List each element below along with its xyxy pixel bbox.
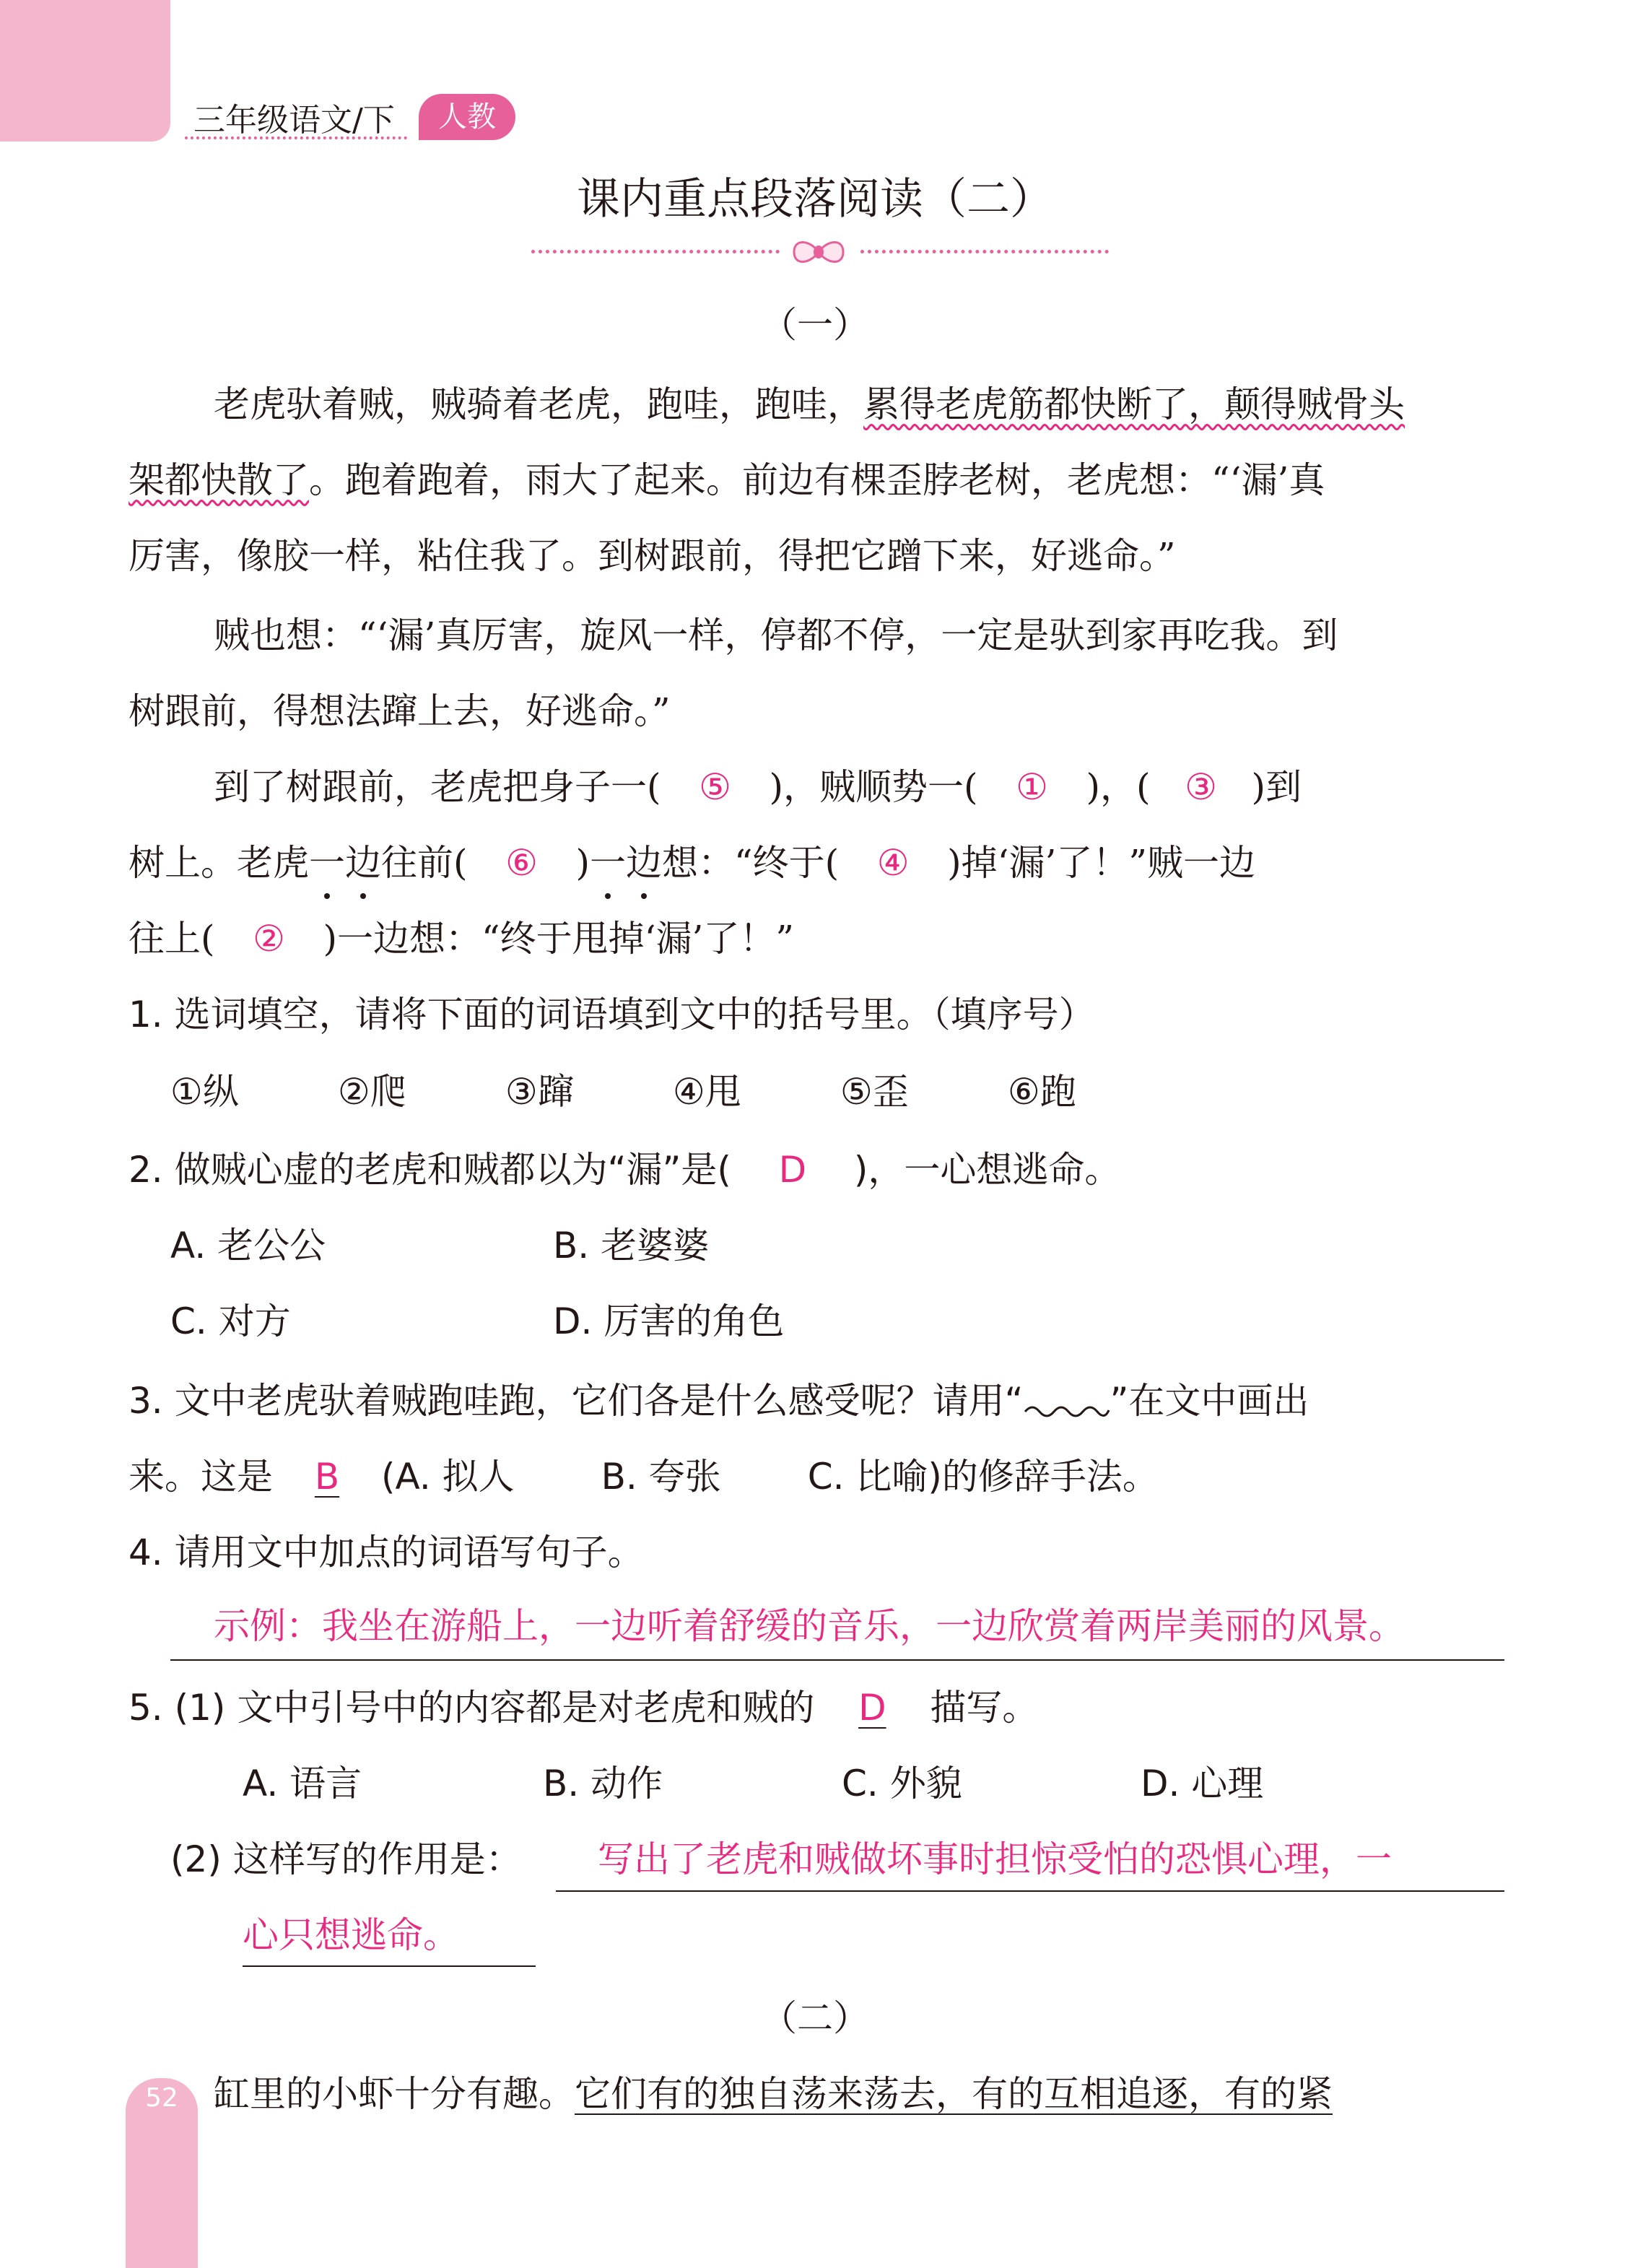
passage-line: 架都快散了。跑着跑着，雨大了起来。前边有棵歪脖老树，老虎想：“‘漏’真 bbox=[128, 459, 1325, 501]
passage-line: 树上。老虎一边往前( ⑥ )一边想：“终于( ④ )掉‘漏’了！”贼一边 bbox=[128, 842, 1255, 884]
q2-option: D. 厉害的角色 bbox=[553, 1300, 785, 1342]
edition-badge: 人教 bbox=[419, 94, 515, 140]
q2-answer: D bbox=[778, 1149, 807, 1191]
emphasis-dot-char: 一 bbox=[590, 842, 627, 884]
wavy-underlined-text: 累得老虎筋都快断了，颠得贼骨头 bbox=[863, 383, 1405, 425]
q2-option: B. 老婆婆 bbox=[553, 1225, 710, 1266]
q1-option: ⑤歪 bbox=[840, 1071, 909, 1113]
answer-rule bbox=[556, 1890, 1504, 1892]
question-3-line-2: 来。这是 B (A. 拟人 B. 夸张 C. 比喻)的修辞手法。 bbox=[128, 1456, 1159, 1498]
passage-line: 缸里的小虾十分有趣。它们有的独自荡来荡去，有的互相追逐，有的紧 bbox=[214, 2073, 1333, 2115]
wavy-underlined-text: 架都快散了 bbox=[128, 459, 309, 501]
grade-dotted-rule bbox=[185, 136, 407, 139]
q5-option: C. 外貌 bbox=[842, 1763, 962, 1804]
fill-blank-answer: ④ bbox=[876, 842, 910, 884]
q3-answer: B bbox=[314, 1456, 340, 1498]
emphasis-dot-char: 一 bbox=[309, 842, 345, 884]
page-title: 课内重点段落阅读（二） bbox=[577, 174, 1053, 225]
question-4: 4. 请用文中加点的词语写句子。 bbox=[128, 1531, 644, 1573]
question-5-2: (2) 这样写的作用是： bbox=[170, 1838, 522, 1880]
q1-option: ③蹿 bbox=[505, 1071, 574, 1113]
grade-label: 三年级语文/下 bbox=[193, 102, 395, 139]
q5-option: B. 动作 bbox=[543, 1763, 663, 1804]
title-dotted-rule-left bbox=[531, 250, 780, 253]
q1-option: ①纵 bbox=[170, 1071, 239, 1113]
fill-blank-answer: ③ bbox=[1185, 766, 1217, 808]
passage-line: 老虎驮着贼，贼骑着老虎，跑哇，跑哇，累得老虎筋都快断了，颠得贼骨头 bbox=[214, 383, 1405, 425]
bow-icon bbox=[790, 235, 847, 269]
question-3: 3. 文中老虎驮着贼跑哇跑，它们各是什么感受呢？请用“ ”在文中画出 bbox=[128, 1380, 1309, 1422]
section-label-1: （一） bbox=[761, 304, 869, 346]
header-pink-tab bbox=[0, 0, 170, 142]
passage-line: 贼也想：“‘漏’真厉害，旋风一样，停都不停，一定是驮到家再吃我。到 bbox=[214, 614, 1338, 656]
answer-rule bbox=[170, 1659, 1504, 1661]
q5-2-answer: 写出了老虎和贼做坏事时担惊受怕的恐惧心理，一 bbox=[598, 1838, 1392, 1880]
question-5: 5. (1) 文中引号中的内容都是对老虎和贼的 D 描写。 bbox=[128, 1687, 1039, 1729]
fill-blank-answer: ⑥ bbox=[505, 842, 538, 884]
q5-2-answer: 心只想逃命。 bbox=[243, 1914, 459, 1956]
q2-option: C. 对方 bbox=[170, 1300, 291, 1342]
fill-blank-answer: ⑤ bbox=[699, 766, 731, 808]
q5-option: D. 心理 bbox=[1141, 1763, 1264, 1804]
section-label-2: （二） bbox=[761, 1997, 869, 2039]
page-number: 52 bbox=[145, 2083, 178, 2113]
q1-option: ②爬 bbox=[338, 1071, 406, 1113]
q2-option: A. 老公公 bbox=[170, 1225, 326, 1266]
answer-rule bbox=[243, 1965, 536, 1967]
fill-blank-answer: ② bbox=[253, 918, 285, 960]
passage-line: 到了树跟前，老虎把身子一( ⑤ )，贼顺势一( ① )，( ③ )到 bbox=[214, 766, 1302, 808]
wavy-line-symbol bbox=[1024, 1397, 1110, 1419]
question-1: 1. 选词填空，请将下面的词语填到文中的括号里。（填序号） bbox=[128, 994, 1095, 1035]
q5-option: A. 语言 bbox=[243, 1763, 362, 1804]
title-dotted-rule-right bbox=[860, 250, 1109, 253]
passage-line: 厉害，像胶一样，粘住我了。到树跟前，得把它蹭下来，好逃命。” bbox=[128, 535, 1176, 577]
passage-line: 往上( ② )一边想：“终于甩掉‘漏’了！” bbox=[128, 918, 794, 960]
q1-option: ④甩 bbox=[673, 1071, 741, 1113]
emphasis-dot-char: 边 bbox=[345, 842, 381, 884]
passage-line: 树跟前，得想法蹿上去，好逃命。” bbox=[128, 690, 671, 732]
question-2: 2. 做贼心虚的老虎和贼都以为“漏”是( D )，一心想逃命。 bbox=[128, 1149, 1121, 1191]
q4-answer: 示例：我坐在游船上，一边听着舒缓的音乐，一边欣赏着两岸美丽的风景。 bbox=[214, 1605, 1405, 1647]
fill-blank-answer: ① bbox=[1016, 766, 1048, 808]
emphasis-dot-char: 边 bbox=[626, 842, 663, 884]
q5-answer: D bbox=[858, 1687, 886, 1729]
q1-option: ⑥跑 bbox=[1008, 1071, 1076, 1113]
underlined-text: 它们有的独自荡来荡去，有的互相追逐，有的紧 bbox=[575, 2073, 1333, 2115]
